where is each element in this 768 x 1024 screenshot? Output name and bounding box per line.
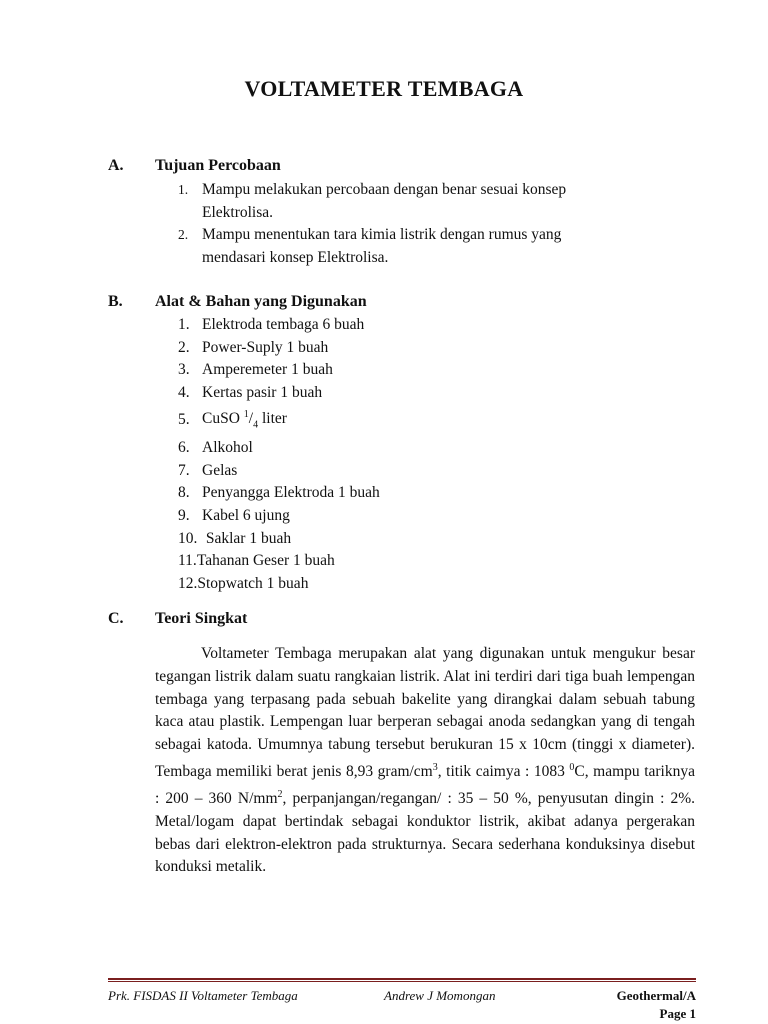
- list-number: 1.: [178, 182, 189, 197]
- list-item: [178, 482, 380, 505]
- list-item: [178, 505, 380, 528]
- superscript: 2: [277, 788, 283, 800]
- footer-divider: [108, 978, 696, 980]
- list-number: 6.: [178, 439, 190, 457]
- list-text: Gelas: [202, 461, 238, 479]
- list-number: 12.: [178, 574, 198, 592]
- list-number: 2.: [178, 227, 189, 243]
- list-text: mendasari konsep Elektrolisa.: [202, 248, 389, 266]
- list-text: Penyangga Elektroda 1 buah: [202, 484, 380, 502]
- fraction-numerator: 1: [243, 409, 249, 421]
- objectives-list: [178, 179, 566, 269]
- list-number: 5.: [178, 410, 190, 428]
- list-text: Elektroda tembaga 6 buah: [202, 316, 365, 333]
- list-item: [178, 224, 566, 269]
- list-text: Power-Suply 1 buah: [202, 338, 329, 356]
- list-item: [178, 314, 380, 337]
- list-item: [178, 460, 380, 483]
- list-item: [178, 528, 380, 551]
- list-item: [178, 573, 380, 596]
- footer-group: Geothermal/A: [616, 988, 696, 1003]
- list-item: [178, 437, 380, 460]
- list-item: [178, 359, 380, 382]
- page-number: Page 1: [659, 1006, 696, 1021]
- list-number: 3.: [178, 361, 190, 379]
- list-number: 11.: [178, 552, 197, 570]
- list-text: CuSO: [202, 410, 244, 428]
- section-b-letter: B.: [108, 293, 123, 310]
- list-number: 10.: [178, 529, 198, 547]
- list-item: [178, 179, 566, 224]
- section-b-title: Alat & Bahan yang Digunakan: [155, 293, 367, 310]
- list-text: Elektrolisa.: [202, 203, 274, 221]
- list-text: Kertas pasir 1 buah: [202, 383, 323, 401]
- section-c-title: Teori Singkat: [155, 610, 248, 627]
- footer-author: Andrew J Momongan: [384, 988, 496, 1003]
- list-text: Saklar 1 buah: [202, 529, 292, 547]
- list-text: Kabel 6 ujung: [202, 507, 290, 524]
- section-a-letter: A.: [108, 157, 124, 174]
- theory-paragraph: [155, 643, 695, 879]
- paragraph-text: C, mampu tariknya : 200 – 360 N/mm: [155, 763, 695, 808]
- section-a-heading: [108, 157, 281, 175]
- section-c-letter: C.: [108, 610, 124, 627]
- section-b-heading: [108, 293, 367, 311]
- list-number: 9.: [178, 507, 190, 524]
- list-item: [178, 404, 380, 437]
- list-text: liter: [258, 410, 287, 428]
- document-title: VOLTAMETER TEMBAGA: [244, 76, 524, 101]
- materials-list: [178, 314, 380, 595]
- fraction-denominator: 4: [253, 419, 259, 431]
- paragraph-text: , perpanjangan/regangan/ : 35 – 50 %, penyusutan dingin : 2%. Metal/logam dapat bertindak sebagai konduktor listrik, akibat adanya pergerakan bebas dari elektron-elektron pada strukturnya. Secara sederhana konduksinya disebut konduksi metalik.: [155, 790, 695, 876]
- list-text: Tahanan Geser 1 buah: [196, 552, 335, 570]
- footer-divider-thin: [108, 981, 696, 982]
- list-item: [178, 337, 380, 360]
- list-number: 8.: [178, 484, 190, 502]
- list-number: 7.: [178, 461, 190, 479]
- list-item: [178, 382, 380, 405]
- superscript: 3: [432, 761, 438, 773]
- paragraph-text: , titik caimya : 1083: [437, 763, 570, 781]
- list-item: [178, 550, 380, 573]
- list-text: Alkohol: [202, 439, 253, 457]
- section-c-heading: [108, 610, 247, 628]
- footer-course: Prk. FISDAS II Voltameter Tembaga: [108, 988, 298, 1003]
- list-number: 4.: [178, 383, 190, 401]
- list-text: Stopwatch 1 buah: [197, 574, 309, 592]
- list-text: Mampu menentukan tara kimia listrik dengan rumus yang: [202, 226, 562, 244]
- list-number: 1.: [178, 316, 190, 333]
- paragraph-text: Voltameter Tembaga merupakan alat yang digunakan untuk mengukur besar tegangan listrik dalam suatu rangkaian listrik. Alat ini terdiri dari tiga buah lempengan tembaga yang terpasang pada sebuah bakelite yang dirangkai dalam sebuah tabung kaca atau plastik. Lempengan luar berperan sebagai anoda sedangkan yang di tengah sebagai katoda. Umumnya tabung tersebut berukuran 15 x 10cm (tinggi x diameter). Tembaga memiliki berat jenis 8,93 gram/cm: [155, 645, 695, 781]
- list-text: Amperemeter 1 buah: [202, 361, 333, 379]
- list-text: Mampu melakukan percobaan dengan benar sesuai konsep: [202, 181, 567, 198]
- section-a-title: Tujuan Percobaan: [155, 157, 281, 174]
- fraction-separator: /: [248, 410, 254, 428]
- superscript: 0: [569, 761, 575, 773]
- list-number: 2.: [178, 338, 190, 356]
